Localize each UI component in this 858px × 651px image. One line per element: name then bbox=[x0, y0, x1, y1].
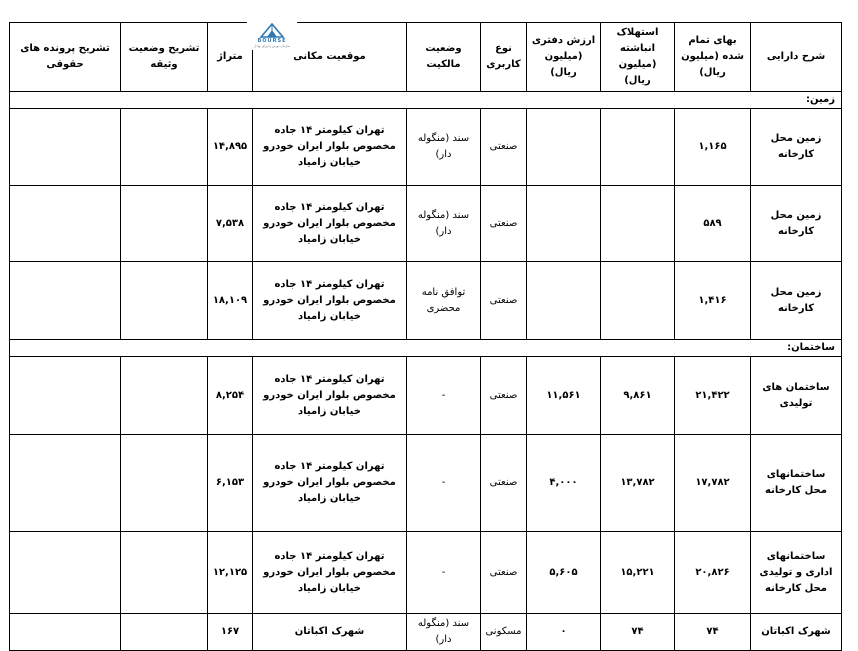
header-book-value: ارزش دفتری (میلیون ریال) bbox=[527, 23, 601, 92]
cell-location: تهران کیلومتر ۱۴ جاده مخصوص بلوار ایران خودرو خیابان زامیاد bbox=[253, 186, 407, 262]
cell-depreciation: ۹,۸۶۱ bbox=[601, 357, 675, 435]
cell-collateral bbox=[121, 186, 208, 262]
cell-usage: صنعتی bbox=[481, 186, 527, 262]
cell-location: تهران کیلومتر ۱۴ جاده مخصوص بلوار ایران خودرو خیابان زامیاد bbox=[253, 532, 407, 614]
cell-book-value: ۴,۰۰۰ bbox=[527, 435, 601, 532]
cell-usage: صنعتی bbox=[481, 262, 527, 340]
cell-total-cost: ۲۱,۴۲۲ bbox=[675, 357, 751, 435]
cell-depreciation bbox=[601, 262, 675, 340]
cell-usage: مسکونی bbox=[481, 614, 527, 651]
cell-description: ساختمان های تولیدی bbox=[751, 357, 842, 435]
table-row bbox=[10, 435, 842, 532]
cell-collateral bbox=[121, 532, 208, 614]
cell-ownership: سند (منگوله دار) bbox=[407, 109, 481, 186]
cell-legal bbox=[10, 262, 121, 340]
cell-book-value bbox=[527, 109, 601, 186]
cell-area: ۶,۱۵۳ bbox=[208, 435, 253, 532]
cell-book-value bbox=[527, 262, 601, 340]
table-row bbox=[10, 357, 842, 435]
cell-collateral bbox=[121, 262, 208, 340]
cell-legal bbox=[10, 614, 121, 651]
bourse-logo bbox=[247, 22, 297, 50]
cell-ownership: توافق نامه محضری bbox=[407, 262, 481, 340]
cell-book-value bbox=[527, 186, 601, 262]
cell-total-cost: ۱۷,۷۸۲ bbox=[675, 435, 751, 532]
cell-ownership: - bbox=[407, 357, 481, 435]
cell-area: ۱۶۷ bbox=[208, 614, 253, 651]
cell-legal bbox=[10, 435, 121, 532]
cell-location: تهران کیلومتر ۱۴ جاده مخصوص بلوار ایران خودرو خیابان زامیاد bbox=[253, 435, 407, 532]
cell-area: ۸,۲۵۴ bbox=[208, 357, 253, 435]
cell-legal bbox=[10, 109, 121, 186]
cell-ownership: سند (منگوله دار) bbox=[407, 614, 481, 651]
header-ownership: وضعیت مالکیت bbox=[407, 23, 481, 92]
header-depreciation: استهلاک انباشته (میلیون ریال) bbox=[601, 23, 675, 92]
cell-area: ۱۴,۸۹۵ bbox=[208, 109, 253, 186]
cell-depreciation: ۱۳,۷۸۲ bbox=[601, 435, 675, 532]
cell-description: زمین محل کارخانه bbox=[751, 186, 842, 262]
header-legal: تشریح پرونده های حقوقی bbox=[10, 23, 121, 92]
cell-description: ساختمانهای اداری و تولیدی محل کارخانه bbox=[751, 532, 842, 614]
cell-description: شهرک اکباتان bbox=[751, 614, 842, 651]
table-row bbox=[10, 532, 842, 614]
table-row bbox=[10, 262, 842, 340]
cell-collateral bbox=[121, 109, 208, 186]
cell-legal bbox=[10, 186, 121, 262]
cell-depreciation bbox=[601, 186, 675, 262]
cell-total-cost: ۱,۴۱۶ bbox=[675, 262, 751, 340]
cell-usage: صنعتی bbox=[481, 435, 527, 532]
bourse-logo-icon bbox=[259, 22, 285, 38]
cell-description: زمین محل کارخانه bbox=[751, 109, 842, 186]
table-row bbox=[10, 109, 842, 186]
cell-area: ۷,۵۳۸ bbox=[208, 186, 253, 262]
cell-total-cost: ۲۰,۸۲۶ bbox=[675, 532, 751, 614]
cell-total-cost: ۱,۱۶۵ bbox=[675, 109, 751, 186]
cell-usage: صنعتی bbox=[481, 357, 527, 435]
cell-collateral bbox=[121, 435, 208, 532]
section-land-row bbox=[10, 92, 842, 109]
cell-collateral bbox=[121, 614, 208, 651]
table-row bbox=[10, 614, 842, 651]
header-usage: نوع کاربری bbox=[481, 23, 527, 92]
cell-book-value: ۰ bbox=[527, 614, 601, 651]
header-description: شرح دارایی bbox=[751, 23, 842, 92]
cell-depreciation: ۷۴ bbox=[601, 614, 675, 651]
cell-total-cost: ۷۴ bbox=[675, 614, 751, 651]
cell-ownership: - bbox=[407, 532, 481, 614]
header-row bbox=[10, 23, 842, 92]
cell-location: شهرک اکباتان bbox=[253, 614, 407, 651]
section-building-label: ساختمان: bbox=[10, 340, 842, 357]
cell-book-value: ۵,۶۰۵ bbox=[527, 532, 601, 614]
cell-location: تهران کیلومتر ۱۴ جاده مخصوص بلوار ایران خودرو خیابان زامیاد bbox=[253, 109, 407, 186]
header-location: موقعیت مکانی bbox=[253, 23, 407, 92]
cell-description: زمین محل کارخانه bbox=[751, 262, 842, 340]
cell-description: ساختمانهای محل کارخانه bbox=[751, 435, 842, 532]
cell-location: تهران کیلومتر ۱۴ جاده مخصوص بلوار ایران خودرو خیابان زامیاد bbox=[253, 262, 407, 340]
bourse-logo-subtitle: سازمان بورس و اوراق بهادار bbox=[253, 44, 290, 48]
bourse-logo-text: BOURSE bbox=[257, 38, 287, 44]
cell-depreciation bbox=[601, 109, 675, 186]
assets-table bbox=[9, 22, 842, 651]
cell-area: ۱۲,۱۲۵ bbox=[208, 532, 253, 614]
cell-collateral bbox=[121, 357, 208, 435]
header-area: متراژ bbox=[208, 23, 253, 92]
cell-total-cost: ۵۸۹ bbox=[675, 186, 751, 262]
section-building-row bbox=[10, 340, 842, 357]
cell-ownership: سند (منگوله دار) bbox=[407, 186, 481, 262]
cell-usage: صنعتی bbox=[481, 109, 527, 186]
cell-depreciation: ۱۵,۲۲۱ bbox=[601, 532, 675, 614]
cell-ownership: - bbox=[407, 435, 481, 532]
header-total-cost: بهای تمام شده (میلیون ریال) bbox=[675, 23, 751, 92]
header-collateral: تشریح وضعیت وثیقه bbox=[121, 23, 208, 92]
cell-usage: صنعتی bbox=[481, 532, 527, 614]
cell-location: تهران کیلومتر ۱۴ جاده مخصوص بلوار ایران خودرو خیابان زامیاد bbox=[253, 357, 407, 435]
table-row bbox=[10, 186, 842, 262]
cell-book-value: ۱۱,۵۶۱ bbox=[527, 357, 601, 435]
cell-area: ۱۸,۱۰۹ bbox=[208, 262, 253, 340]
cell-legal bbox=[10, 357, 121, 435]
section-land-label: زمین: bbox=[10, 92, 842, 109]
cell-legal bbox=[10, 532, 121, 614]
